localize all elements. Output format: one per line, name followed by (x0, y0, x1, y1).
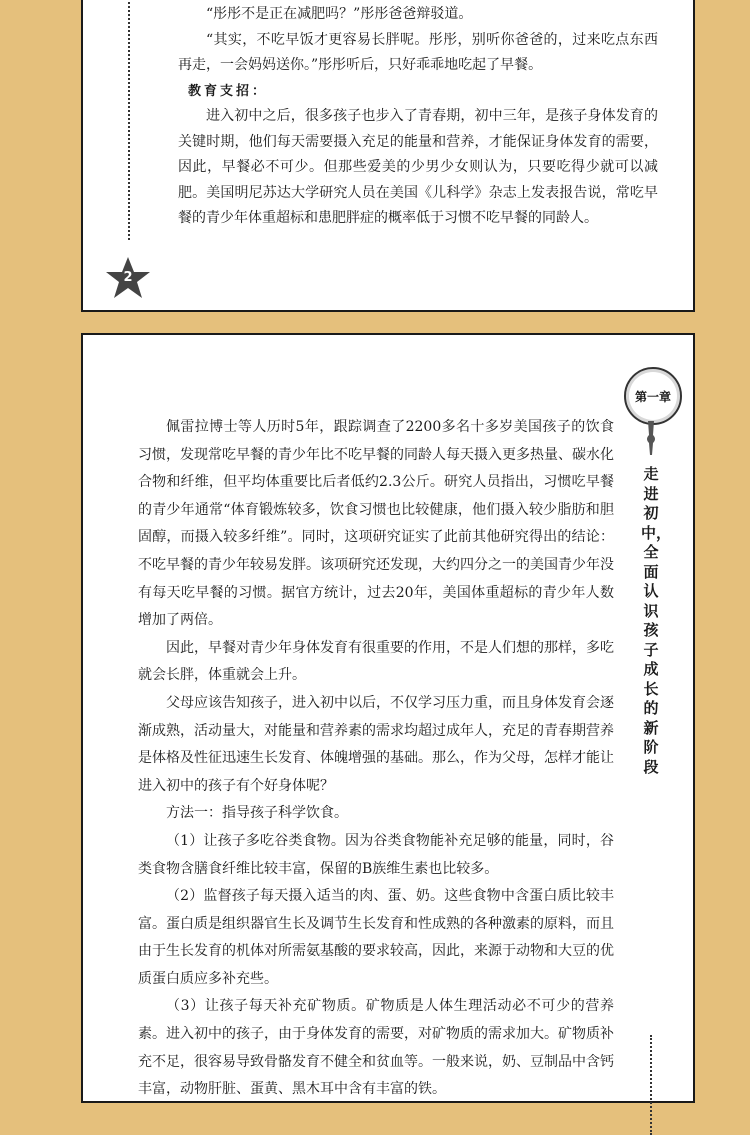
bottom-page (81, 333, 695, 1103)
dotted-margin-line (128, 0, 130, 240)
dotted-margin-line (650, 1035, 652, 1135)
body-paragraph: 父母应该告知孩子，进入初中以后，不仅学习压力重，而且身体发育会逐渐成熟，活动量大，对能量和营养素的需求均超过成年人，充足的青春期营养是体格及性征迅速生长发育、体魄增强的基础。那么，作为父母，怎样才能让进入初中的孩子有个好身体呢？ (138, 694, 614, 794)
body-paragraph: （1）让孩子多吃谷类食物。因为谷类食物能补充足够的能量，同时，谷类食物含膳食纤维比较丰富，保留的B族维生素也比较多。 (138, 832, 614, 877)
body-paragraph: （3）让孩子每天补充矿物质。矿物质是人体生理活动必不可少的营养素。进入初中的孩子，由于身体发育的需要，对矿物质的需求加大。矿物质补充不足，很容易导致骨骼发育不健全和贫血等。一般来说，奶、豆制品中含钙丰富，动物肝脏、蛋黄、黑木耳中含有丰富的铁。 (138, 998, 614, 1098)
ribbon-icon (644, 421, 658, 455)
body-paragraph: 佩雷拉博士等人历时5年，跟踪调查了2200多名十多岁美国孩子的饮食习惯，发现常吃早餐的青少年比不吃早餐的同龄人每天摄入更多热量、碳水化合物和纤维，但平均体重要比后者低约2.3公斤。研究人员指出，习惯吃早餐的青少年通常“体育锻炼较多，饮食习惯也比较健康，他们摄入较少脂肪和胆固醇，而摄入较多纤维”。同时，这项研究证实了此前其他研究得出的结论：不吃早餐的青少年较易发胖。该项研究还发现，大约四分之一的美国青少年没有每天吃早餐的习惯。据官方统计，过去20年，美国体重超标的青少年人数增加了两倍。 (138, 419, 614, 629)
chapter-badge (624, 367, 682, 425)
body-paragraph: （2）监督孩子每天摄入适当的肉、蛋、奶。这些食物中含蛋白质比较丰富。蛋白质是组织器官生长及调节生长发育和性成熟的各种激素的原料，而且由于生长发育的机体对所需氨基酸的要求较高，因此，来源于动物和大豆的优质蛋白质应多补充些。 (138, 888, 614, 987)
bottom-page-text (138, 414, 614, 1104)
dialogue-paragraph: “其实，不吃早饭才更容易长胖呢。彤彤，别听你爸爸的，过来吃点东西再走，一会妈妈送你。”彤彤听后，只好乖乖地吃起了早餐。 (178, 31, 658, 73)
body-paragraph: 方法一：指导孩子科学饮食。 (166, 805, 348, 822)
section-heading: 教育支招： (188, 83, 269, 99)
top-page (81, 0, 695, 312)
body-paragraph: 因此，早餐对青少年身体发育有很重要的作用，不是人们想的那样，多吃就会长胖，体重就会上升。 (138, 639, 614, 684)
page-number-badge (105, 256, 151, 300)
dialogue-paragraph: “彤彤不是正在减肥吗？”彤彤爸爸辩驳道。 (206, 6, 473, 22)
chapter-title: 走进初中，全面认识孩子成长的新阶段 (641, 465, 672, 776)
top-page-text (178, 2, 658, 232)
page-number: 2 (123, 270, 133, 285)
body-paragraph: 进入初中之后，很多孩子也步入了青春期，初中三年，是孩子身体发育的关键时期，他们每天需要摄入充足的能量和营养，才能保证身体发育的需要，因此，早餐必不可少。但那些爱美的少男少女则认为，只要吃得少就可以减肥。美国明尼苏达大学研究人员在美国《儿科学》杂志上发表报告说，常吃早餐的青少年体重超标和患肥胖症的概率低于习惯不吃早餐的同龄人。 (178, 108, 658, 226)
chapter-label: 第一章 (634, 389, 671, 404)
